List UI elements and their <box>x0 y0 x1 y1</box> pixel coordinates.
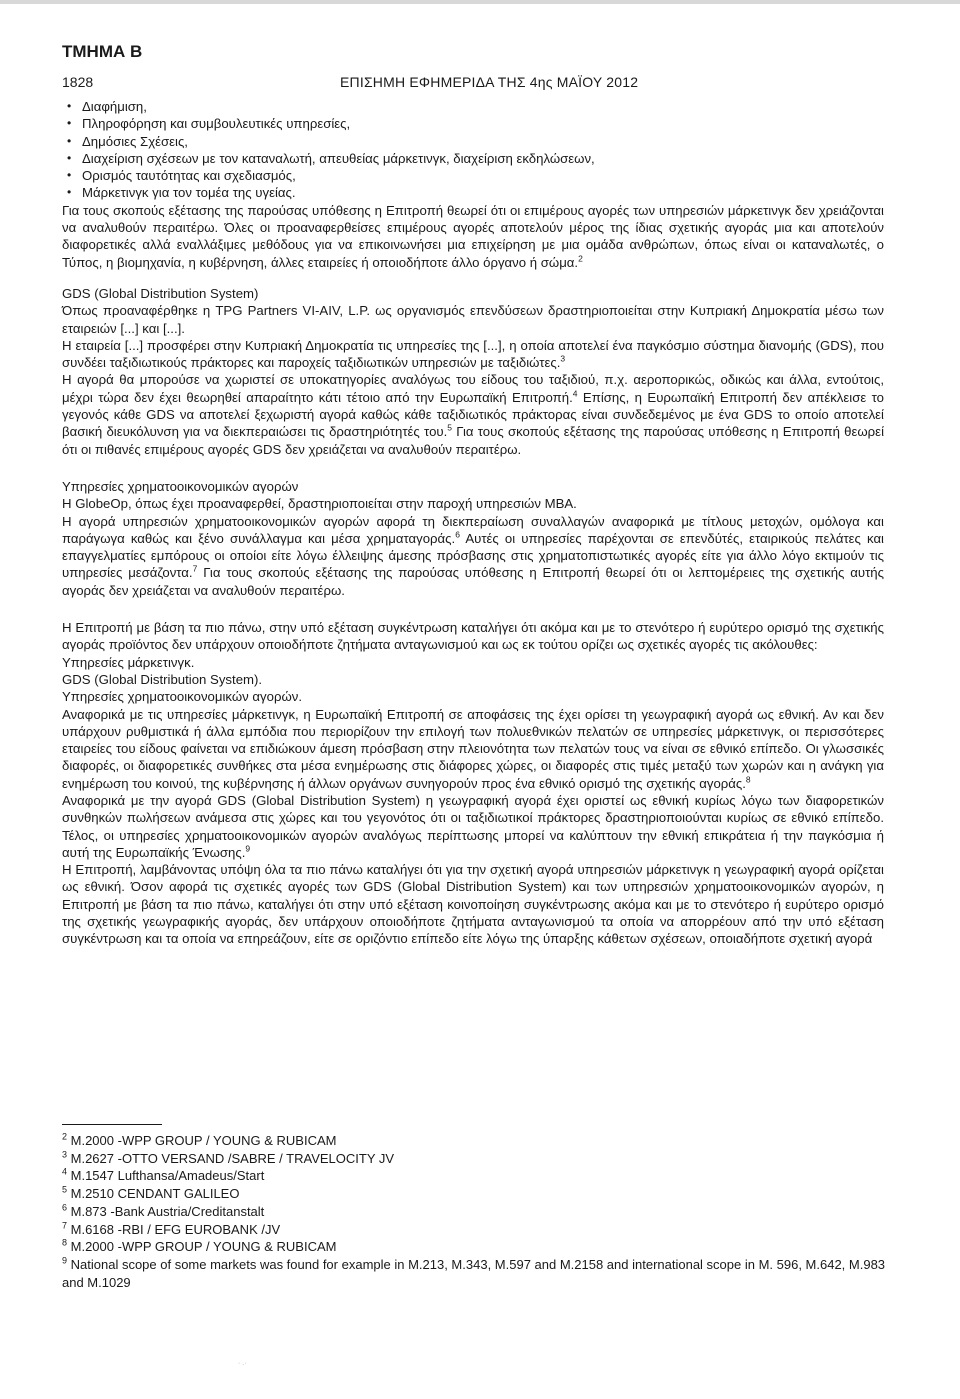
list-item: • Ορισμός ταυτότητας και σχεδιασμός, <box>62 167 884 184</box>
paragraph-relevant-markets: Η Επιτροπή με βάση τα πιο πάνω, στην υπό εξέταση συγκέντρωση καταλήγει ότι ακόμα και με το στενότερο ή ευρύτερο ορισμό της σχετικής αγοράς προϊόντος δεν υπάρχουν οποιοδήποτε ζητήματα ανταγωνισμού και ως εκ τούτου ορίζει ως σχετικές αγορές τις ακόλουθες: <box>62 620 884 653</box>
relevant-market-item: Υπηρεσίες χρηματοοικονομικών αγορών. <box>62 689 302 705</box>
marketing-services-list <box>62 98 884 202</box>
gazette-title: ΕΠΙΣΗΜΗ ΕΦΗΜΕΡΙΔΑ ΤΗΣ 4ης ΜΑΪΟΥ 2012 <box>340 74 639 90</box>
footnote-ref: 6 <box>455 529 460 540</box>
paragraph-tpg: Όπως προαναφέρθηκε η TPG Partners VI-AIV, L.P. ως οργανισμός επενδύσεων δραστηριοποιείται στην Κυπριακή Δημοκρατία μέσω των εταιρειών [...] και [...]. <box>62 303 884 336</box>
footnote-number: 5 <box>62 1184 68 1195</box>
paragraph-text: Για τους σκοπούς εξέτασης της παρούσας υπόθεσης η Επιτροπή θεωρεί ότι οι λεπτομέρειες της σχετικής αυτής αγοράς δεν χρειάζεται να αναλυθούν περαιτέρω. <box>62 565 884 598</box>
list-item: • Μάρκετινγκ για τον τομέα της υγείας. <box>62 184 884 201</box>
paragraph-globeop: Η GlobeOp, όπως έχει προαναφερθεί, δραστηριοποιείται στην παροχή υπηρεσιών MBA. <box>62 496 577 512</box>
footnote-ref: 3 <box>560 353 566 364</box>
footnote-number: 9 <box>62 1255 68 1266</box>
footnote-number: 6 <box>62 1202 68 1213</box>
list-item: • Διαφήμιση, <box>62 98 884 115</box>
relevant-market-item: Υπηρεσίες μάρκετινγκ. <box>62 654 195 670</box>
list-item: • Δημόσιες Σχέσεις, <box>62 133 884 150</box>
paragraph-geographic-conclusion: Η Επιτροπή, λαμβάνοντας υπόψη όλα τα πιο πάνω καταλήγει ότι για την σχετική αγορά υπηρεσιών μάρκετινγκ η γεωγραφική αγορά ορίζεται ως εθνική. Όσον αφορά τις σχετικές αγορές των GDS (Global Distribution System) και των υπηρεσιών χρηματοοικονομικών αγορών, η Επιτροπή με βάση τα πιο πάνω, καταλήγει ότι στην υπό εξέταση κοινοποίηση συγκέντρωσης ακόμα και με το στενότερο ή ευρύτερο ορισμό της σχετικής γεωγραφικής αγοράς, δεν υπάρχουν οποιοδήποτε ζητήματα ανταγωνισμού τα οποία να απορρέουν από την υπό εξέταση συγκέντρωση και τα οποία να επηρεάζουν, είτε σε οριζόντιο επίπεδο είτε λόγω της ύπαρξης κάθετων σχέσεων, οποιαδήποτε σχετική αγορά <box>62 862 884 947</box>
footnote <box>62 1167 902 1185</box>
footnote <box>62 1203 902 1221</box>
subheading-gds: GDS (Global Distribution System) <box>62 285 259 301</box>
footnote-text: M.2627 -OTTO VERSAND /SABRE / TRAVELOCITY JV <box>70 1150 395 1166</box>
relevant-market-item: GDS (Global Distribution System). <box>62 671 263 687</box>
paragraph-marketing-conclusion <box>62 202 884 271</box>
footnote-ref: 5 <box>447 422 453 433</box>
footnote <box>62 1238 902 1256</box>
footnote-text: M.6168 -RBI / EFG EUROBANK /JV <box>70 1221 281 1237</box>
footnote-ref: 2 <box>578 253 583 264</box>
subheading-financial: Υπηρεσίες χρηματοοικονομικών αγορών <box>62 478 299 494</box>
footnote-text: M.2000 -WPP GROUP / YOUNG & RUBICAM <box>70 1239 337 1255</box>
scan-artifact: · .· <box>238 1360 247 1367</box>
paragraph-text: Αναφορικά με τις υπηρεσίες μάρκετινγκ, η Ευρωπαϊκή Επιτροπή σε αποφάσεις της έχει ορίσει τη γεωγραφική αγορά ως εθνική. Αν και δεν υπάρχουν ρυθμιστικά ή άλλα εμπόδια που περιορίζουν την επιλογή των πολυεθνικών πελατών σε υπηρεσίες μάρκετινγκ, οι περισσότερες εταιρείες του είδους φαίνεται να επιδιώκουν άμεση πρόσβαση στην πλειονότητα των πελατών τους να είναι σε εθνικό επίπεδο. Οι γλωσσικές διαφορές, οι διαφορετικές συνθήκες στα μέσα ενημέρωσης στις διάφορες χώρες, οι διαφορές στις τιμές μεταξύ των χωρών και η ανάγκη για ενημέρωση του κοινού, της κυβέρνησης ή άλλων οργάνων συνηγορούν προς ένα εθνικό ορισμό της σχετικής αγοράς. <box>62 706 884 791</box>
paragraph-text: Η εταιρεία [...] προσφέρει στην Κυπριακή Δημοκρατία τις υπηρεσίες της [...], η οποία αποτελεί ένα παγκόσμιο σύστημα διανομής (GDS), που συνδέει ταξιδιωτικούς πράκτορες και παροχείς ταξιδιωτικών υπηρεσιών με ταξιδιώτες. <box>62 337 884 371</box>
footnote <box>62 1150 902 1168</box>
footnote <box>62 1132 902 1150</box>
footnote-number: 3 <box>62 1149 68 1160</box>
footnote-ref: 9 <box>245 843 251 854</box>
paragraph-text: Αυτές οι υπηρεσίες παρέχονται σε επενδύτές, εταιρικούς πελάτες και επαγγελματίες εμπόρους οι οποίοι είτε λόγω έλλειψης άμεσης πρόσβασης στις χρηματοπιστωτικές αγορές είτε για άλλο λόγο εκτιμούν τις υπηρεσίες μεσάζοντα. <box>62 530 884 581</box>
footnote-ref: 7 <box>192 564 198 575</box>
footnote-text: M.2000 -WPP GROUP / YOUNG & RUBICAM <box>70 1133 337 1148</box>
paragraph-geographic-marketing <box>62 706 884 792</box>
footnote <box>62 1256 902 1291</box>
section-title: ΤΜΗΜΑ Β <box>62 42 143 61</box>
paragraph-text: Η αγορά θα μπορούσε να χωριστεί σε υποκατηγορίες αναλόγως του είδους του ταξιδιού, π.χ. αεροπορικώς, οδικώς και άλλα, εντούτοις, μέχρι τώρα δεν έχει θεωρηθεί απαραίτητο κάτι τέτοιο από την Ευρωπαϊκή Επιτροπή. <box>62 372 884 405</box>
footnote-ref: 4 <box>572 388 578 399</box>
footnote-separator <box>62 1124 162 1125</box>
footnotes <box>62 1132 902 1291</box>
list-item: • Πληροφόρηση και συμβουλευτικές υπηρεσίες, <box>62 115 884 132</box>
main-text <box>62 98 884 948</box>
scan-top-edge <box>0 0 960 4</box>
footnote-text: M.2510 CENDANT GALILEO <box>70 1186 240 1202</box>
paragraph-gds-market <box>62 371 884 457</box>
footnote-number: 4 <box>62 1167 68 1178</box>
paragraph-text: Η αγορά υπηρεσιών χρηματοοικονομικών αγορών αφορά τη διεκπεραίωση συναλλαγών αναφορικά με τίτλους μετοχών, ομόλογα και παράγωγα καθώς και ξένο συνάλλαγμα και μέσα χρηματαγοράς. <box>62 513 884 546</box>
footnote-ref: 8 <box>745 774 751 785</box>
footnote <box>62 1221 902 1239</box>
footnote-number: 7 <box>62 1220 68 1231</box>
footnote-text: National scope of some markets was found for example in M.213, M.343, M.597 and M.2158 and international scope in M. 596, M.642, M.983 and M.1029 <box>62 1256 886 1290</box>
paragraph-text: Αναφορικά με την αγορά GDS (Global Distribution System) η γεωγραφική αγορά έχει οριστεί ως εθνική κυρίως λόγω των διαφορετικών συνθηκών πωλήσεων ανάμεσα στις χώρες και του γεγονότος ότι οι ταξιδιωτικοί πράκτορες δραστηριοποιούνται κυρίως σε εθνικό επίπεδο. Τέλος, οι υπηρεσίες χρηματοοικονομικών αγορών αναλόγως περίπτωσης μπορεί να καλύπτουν την εθνική επικράτεια ή την παγκόσμια ή αυτή της Ευρωπαϊκής Ένωσης. <box>62 792 884 860</box>
footnote-number: 2 <box>62 1131 68 1142</box>
paragraph-text: Επίσης, η Ευρωπαϊκή Επιτροπή δεν απέκλεισε το γεγονός κάθε GDS να αποτελεί ξεχωριστή αγορά καθώς κάθε ταξιδιωτικός πράκτορας είναι συνδεδεμένος με ένα GDS το οποίο αποτελεί βασική διευκόλυνση για να διεκπεραιώσει τις δραστηριότητές του. <box>62 389 884 440</box>
paragraph-text: Για τους σκοπούς εξέτασης της παρούσας υπόθεσης η Επιτροπή θεωρεί ότι οι επιμέρους αγορές των υπηρεσιών μάρκετινγκ δεν χρειάζονται να αναλυθούν περαιτέρω. Όλες οι προαναφερθείσες επιμέρους αγορές αποτελούν μέρος της ίδιας σχετικής αγοράς μια και αποτελούν διαφορετικές αλλά εναλλάξιμες μεθόδους για να επικοινωνήσει μια επιχείρηση με μια ομάδα ανθρώπων, όπως είναι οι καταναλωτές, ο Τύπος, η βιομηχανία, η κυβέρνηση, άλλες εταιρείες ή οποιοδήποτε άλλο όργανο ή σώμα. <box>62 202 884 270</box>
paragraph-gds-company <box>62 337 884 372</box>
footnote-number: 8 <box>62 1237 68 1248</box>
footnote-text: M.873 -Bank Austria/Creditanstalt <box>70 1203 265 1219</box>
paragraph-text: Για τους σκοπούς εξέτασης της παρούσας υπόθεσης η Επιτροπή θεωρεί ότι οι πιθανές επιμέρους αγορές GDS δεν χρειάζεται να αναλυθούν περαιτέρω. <box>62 424 884 457</box>
paragraph-financial-market <box>62 513 884 599</box>
footnote-text: M.1547 Lufthansa/Amadeus/Start <box>70 1168 265 1184</box>
paragraph-geographic-gds <box>62 792 884 861</box>
footnote <box>62 1185 902 1203</box>
list-item: • Διαχείριση σχέσεων με τον καταναλωτή, απευθείας μάρκετινγκ, διαχείριση εκδηλώσεων, <box>62 150 884 167</box>
page-number: 1828 <box>62 74 94 90</box>
